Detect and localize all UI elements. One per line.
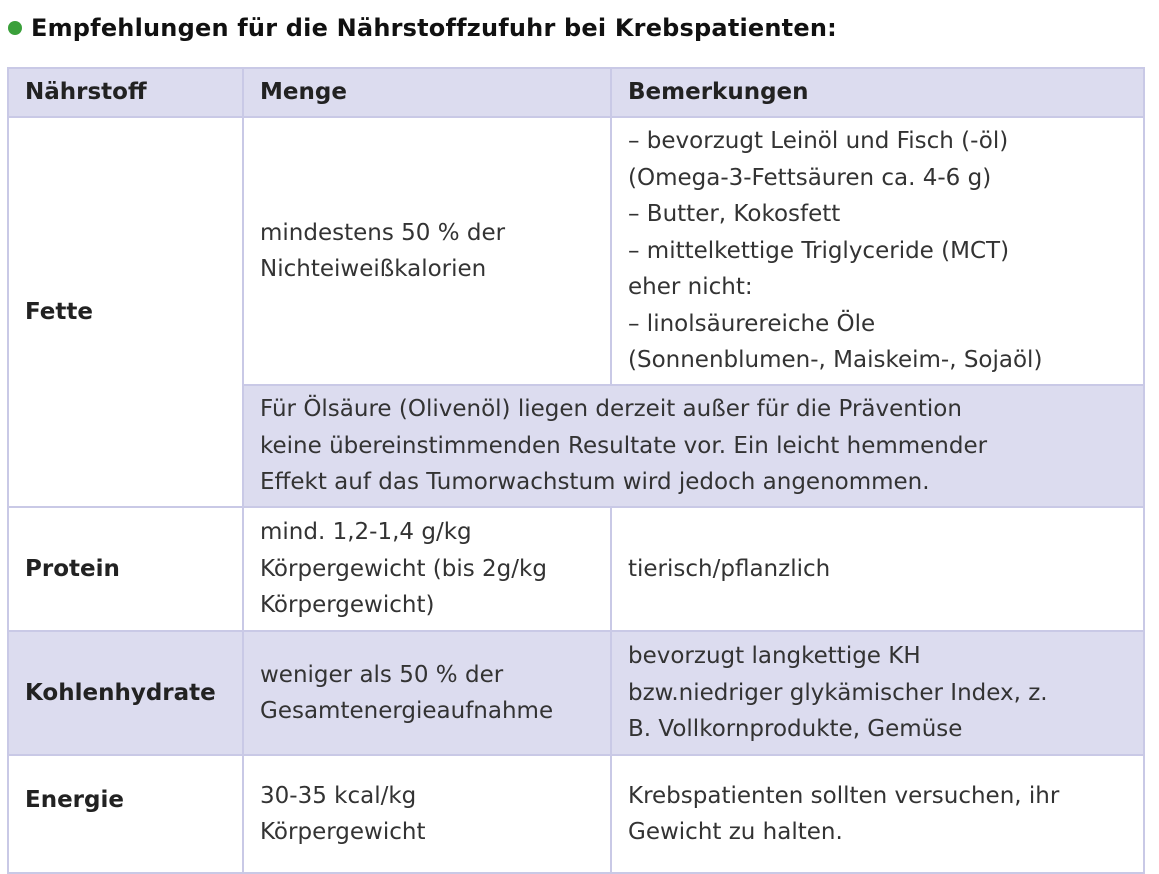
heading-text: Empfehlungen für die Nährstoffzufuhr bei Krebspatienten: [31,14,837,42]
note-line: keine übereinstimmenden Resultate vor. Ein leicht hemmender [260,432,988,459]
cell-bemerkungen-fette [611,117,1144,385]
nutrient-table [7,67,1145,874]
menge-line: mindestens 50 % der [260,219,506,246]
bemerkung-line: B. Vollkornprodukte, Gemüse [628,716,963,743]
menge-line: Körpergewicht [260,819,426,845]
note-line: Effekt auf das Tumorwachstum wird jedoch angenommen. [260,469,930,496]
menge-line: Körpergewicht (bis 2g/kg [260,555,547,582]
cell-menge-energie [243,755,611,873]
menge-line: Körpergewicht) [260,592,435,619]
header-menge: Menge [243,68,611,117]
cell-name-fette: Fette [8,117,243,507]
menge-line: weniger als 50 % der [260,661,504,688]
cell-bemerkungen-energie [611,755,1144,873]
table-row-protein [8,507,1144,631]
cell-name-kohlenhydrate: Kohlenhydrate [8,631,243,755]
cell-menge-kohlenhydrate [243,631,611,755]
cell-menge-fette [243,117,611,385]
bemerkung-line: (Sonnenblumen-, Maiskeim-, Sojaöl) [628,347,1043,374]
menge-line: Nichteiweißkalorien [260,256,487,282]
bullet-icon [8,21,22,35]
header-naehrstoff: Nährstoff [8,68,243,117]
bemerkung-line: bzw.niedriger glykämischer Index, z. [628,679,1048,706]
header-bemerkungen: Bemerkungen [611,68,1144,117]
cell-fette-note [243,385,1144,507]
bemerkung-line: – bevorzugt Leinöl und Fisch (-öl) [628,128,1009,155]
bemerkung-line: (Omega-3-Fettsäuren ca. 4-6 g) [628,164,992,191]
bemerkung-line: Krebspatienten sollten versuchen, ihr [628,782,1060,809]
bemerkung-line: eher nicht: [628,274,753,301]
table-header-row [8,68,1144,117]
bemerkung-line: tierisch/pflanzlich [628,555,831,582]
section-heading [8,10,837,46]
table-row-kohlenhydrate [8,631,1144,755]
cell-menge-protein [243,507,611,631]
bemerkung-line: – Butter, Kokosfett [628,201,841,228]
bemerkung-line: – mittelkettige Triglyceride (MCT) [628,237,1010,264]
bemerkung-line: bevorzugt langkettige KH [628,643,921,670]
cell-bemerkungen-protein [611,507,1144,631]
cell-bemerkungen-kohlenhydrate [611,631,1144,755]
bemerkung-line: Gewicht zu halten. [628,819,843,845]
menge-line: Gesamtenergieaufnahme [260,698,554,724]
menge-line: mind. 1,2-1,4 g/kg [260,519,472,546]
table-row-energie [8,755,1144,873]
note-line: Für Ölsäure (Olivenöl) liegen derzeit außer für die Prävention [260,396,962,423]
table-row-fette [8,117,1144,385]
bemerkung-line: – linolsäurereiche Öle [628,310,876,337]
cell-name-energie: Energie [8,755,243,873]
menge-line: 30-35 kcal/kg [260,782,417,809]
cell-name-protein: Protein [8,507,243,631]
